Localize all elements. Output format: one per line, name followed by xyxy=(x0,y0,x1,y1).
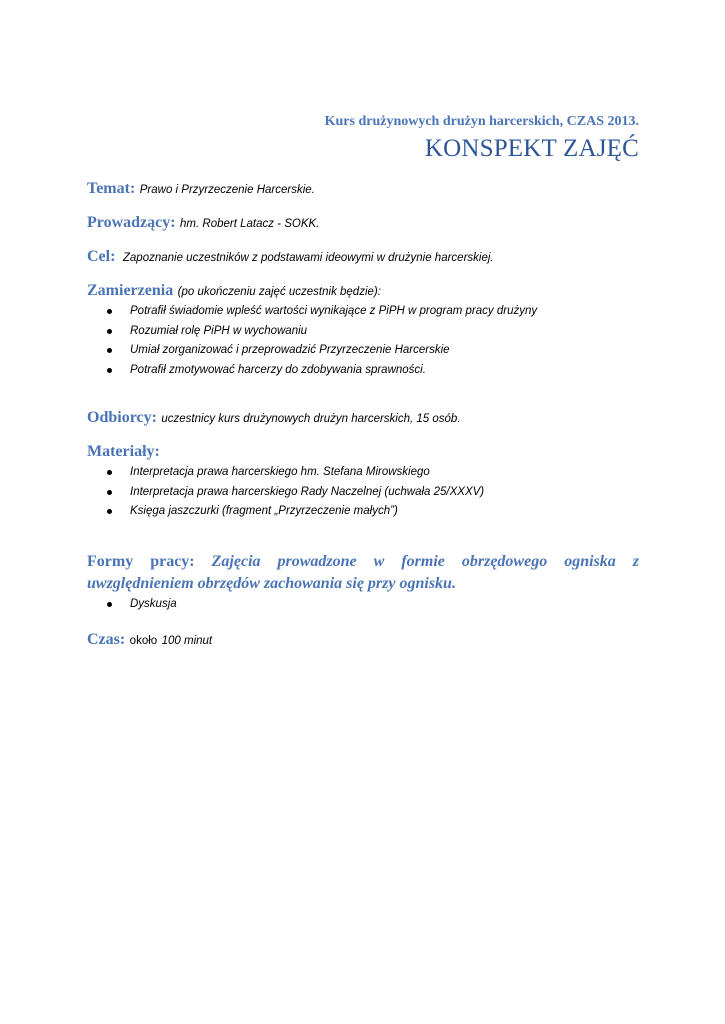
temat-label: Temat: xyxy=(87,180,136,197)
materialy-list xyxy=(87,463,484,522)
zamierzenia-field xyxy=(87,282,381,300)
prowadzacy-field xyxy=(87,214,319,232)
zamierzenia-list xyxy=(87,302,537,380)
czas-label: Czas: xyxy=(87,631,126,648)
zamierzenia-value: (po ukończeniu zajęć uczestnik będzie): xyxy=(177,286,381,298)
temat-field xyxy=(87,180,315,198)
czas-value: 100 minut xyxy=(161,635,213,647)
materialy-label: Materiały: xyxy=(87,443,160,460)
zamierzenia-label: Zamierzenia xyxy=(87,282,174,299)
document-page xyxy=(87,0,639,1024)
formy-pracy-label: Formy pracy: xyxy=(87,553,195,570)
course-name: Kurs drużynowych drużyn harcerskich, CZAS 2013. xyxy=(324,114,639,129)
odbiorcy-label: Odbiorcy: xyxy=(87,409,157,426)
temat-value: Prawo i Przyrzeczenie Harcerskie. xyxy=(139,184,315,196)
formy-pracy-value: Zajęcia prowadzone w formie obrzędowego ogniska z uwzględnieniem obrzędów zachowania się przy ognisku. xyxy=(87,553,640,592)
list-item: Potrafił świadomie wpleść wartości wynikające z PiPH w program pracy drużyny xyxy=(87,302,537,322)
list-item: Rozumiał rolę PiPH w wychowaniu xyxy=(87,322,537,342)
list-item: Interpretacja prawa harcerskiego hm. Stefana Mirowskiego xyxy=(87,463,484,483)
cel-field xyxy=(87,248,494,266)
prowadzacy-label: Prowadzący: xyxy=(87,214,176,231)
list-item: Księga jaszczurki (fragment „Przyrzeczenie małych”) xyxy=(87,502,484,522)
odbiorcy-field xyxy=(87,409,461,427)
document-title: KONSPEKT ZAJĘĆ xyxy=(424,135,639,162)
list-item: Dyskusja xyxy=(87,595,177,615)
cel-value: Zapoznanie uczestników z podstawami ideowymi w drużynie harcerskiej. xyxy=(122,252,494,264)
czas-prefix: około xyxy=(129,635,158,647)
cel-label: Cel: xyxy=(87,248,116,265)
czas-field xyxy=(87,631,212,649)
odbiorcy-value: uczestnicy kurs drużynowych drużyn harcerskich, 15 osób. xyxy=(161,413,461,425)
list-item: Umiał zorganizować i przeprowadzić Przyrzeczenie Harcerskie xyxy=(87,341,537,361)
list-item: Potrafił zmotywować harcerzy do zdobywania sprawności. xyxy=(87,361,537,381)
formy-pracy-field xyxy=(87,551,639,595)
prowadzacy-value: hm. Robert Latacz - SOKK. xyxy=(180,218,320,230)
list-item: Interpretacja prawa harcerskiego Rady Naczelnej (uchwała 25/XXXV) xyxy=(87,483,484,503)
formy-list xyxy=(87,595,177,615)
materialy-field xyxy=(87,443,160,461)
